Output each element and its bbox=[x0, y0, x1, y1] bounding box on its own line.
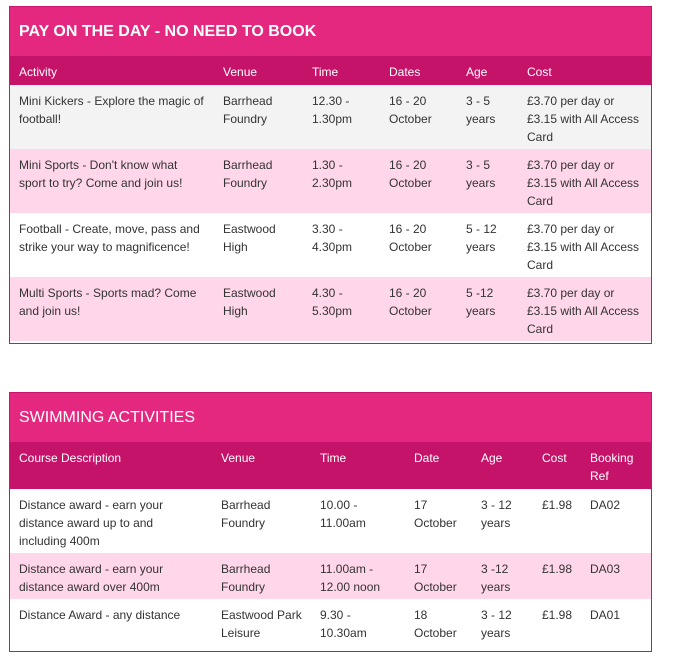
cell-cost: £3.70 per day or £3.15 with All Access Card bbox=[518, 85, 651, 149]
swim-panel-title: SWIMMING ACTIVITIES bbox=[19, 408, 196, 426]
cell-venue: Barrhead Foundry bbox=[212, 489, 311, 553]
col-header-time: Time bbox=[303, 56, 380, 85]
table-row bbox=[10, 149, 651, 213]
col-header-activity: Activity bbox=[10, 56, 214, 85]
col-header-cost: Cost bbox=[518, 56, 651, 85]
col-header-date: Date bbox=[405, 442, 472, 489]
cell-dates: 16 - 20 October bbox=[380, 149, 457, 213]
cell-venue: Barrhead Foundry bbox=[214, 85, 303, 149]
cell-activity: Mini Sports - Don't know what sport to try? Come and join us! bbox=[10, 149, 214, 213]
cell-time: 12.30 - 1.30pm bbox=[303, 85, 380, 149]
swim-panel-header bbox=[10, 393, 651, 442]
cell-date: 18 October bbox=[405, 599, 472, 645]
table-row bbox=[10, 277, 651, 341]
pay-panel-title: PAY ON THE DAY - NO NEED TO BOOK bbox=[19, 22, 317, 40]
pay-on-the-day-panel bbox=[9, 6, 652, 344]
cell-age: 3 - 12 years bbox=[472, 599, 533, 645]
cell-time: 10.00 - 11.00am bbox=[311, 489, 405, 553]
cell-dates: 16 - 20 October bbox=[380, 213, 457, 277]
cell-age: 3 -12 years bbox=[472, 553, 533, 599]
cell-activity: Mini Kickers - Explore the magic of football! bbox=[10, 85, 214, 149]
table-row bbox=[10, 599, 651, 645]
cell-cost: £1.98 bbox=[533, 489, 581, 553]
col-header-venue: Venue bbox=[214, 56, 303, 85]
table-row bbox=[10, 213, 651, 277]
cell-date: 17 October bbox=[405, 553, 472, 599]
cell-time: 4.30 - 5.30pm bbox=[303, 277, 380, 341]
cell-time: 1.30 - 2.30pm bbox=[303, 149, 380, 213]
cell-cost: £3.70 per day or £3.15 with All Access Card bbox=[518, 277, 651, 341]
cell-time: 9.30 - 10.30am bbox=[311, 599, 405, 645]
cell-cost: £3.70 per day or £3.15 with All Access Card bbox=[518, 213, 651, 277]
cell-age: 3 - 12 years bbox=[472, 489, 533, 553]
cell-course-description: Distance Award - any distance bbox=[10, 599, 212, 645]
swimming-activities-table bbox=[10, 442, 651, 645]
table-row bbox=[10, 553, 651, 599]
col-header-venue: Venue bbox=[212, 442, 311, 489]
col-header-course-description: Course Description bbox=[10, 442, 212, 489]
cell-dates: 16 - 20 October bbox=[380, 277, 457, 341]
pay-panel-header bbox=[10, 7, 651, 56]
table-row bbox=[10, 489, 651, 553]
cell-cost: £1.98 bbox=[533, 553, 581, 599]
cell-venue: Eastwood Park Leisure bbox=[212, 599, 311, 645]
cell-venue: Eastwood High bbox=[214, 277, 303, 341]
col-header-dates: Dates bbox=[380, 56, 457, 85]
cell-activity: Multi Sports - Sports mad? Come and join us! bbox=[10, 277, 214, 341]
cell-date: 17 October bbox=[405, 489, 472, 553]
table-header-row bbox=[10, 56, 651, 85]
table-row bbox=[10, 85, 651, 149]
cell-age: 3 - 5 years bbox=[457, 85, 518, 149]
cell-dates: 16 - 20 October bbox=[380, 85, 457, 149]
cell-age: 3 - 5 years bbox=[457, 149, 518, 213]
cell-age: 5 - 12 years bbox=[457, 213, 518, 277]
cell-venue: Barrhead Foundry bbox=[212, 553, 311, 599]
col-header-age: Age bbox=[457, 56, 518, 85]
cell-age: 5 -12 years bbox=[457, 277, 518, 341]
table-header-row bbox=[10, 442, 651, 489]
pay-on-the-day-table bbox=[10, 56, 651, 341]
swimming-activities-panel bbox=[9, 392, 652, 652]
cell-booking-ref: DA02 bbox=[581, 489, 651, 553]
cell-time: 11.00am - 12.00 noon bbox=[311, 553, 405, 599]
col-header-cost: Cost bbox=[533, 442, 581, 489]
cell-activity: Football - Create, move, pass and strike your way to magnificence! bbox=[10, 213, 214, 277]
cell-cost: £3.70 per day or £3.15 with All Access Card bbox=[518, 149, 651, 213]
col-header-booking-ref: Booking Ref bbox=[581, 442, 651, 489]
cell-booking-ref: DA03 bbox=[581, 553, 651, 599]
cell-venue: Eastwood High bbox=[214, 213, 303, 277]
col-header-time: Time bbox=[311, 442, 405, 489]
cell-venue: Barrhead Foundry bbox=[214, 149, 303, 213]
cell-booking-ref: DA01 bbox=[581, 599, 651, 645]
cell-course-description: Distance award - earn your distance award over 400m bbox=[10, 553, 212, 599]
cell-cost: £1.98 bbox=[533, 599, 581, 645]
cell-time: 3.30 - 4.30pm bbox=[303, 213, 380, 277]
col-header-age: Age bbox=[472, 442, 533, 489]
cell-course-description: Distance award - earn your distance award up to and including 400m bbox=[10, 489, 212, 553]
